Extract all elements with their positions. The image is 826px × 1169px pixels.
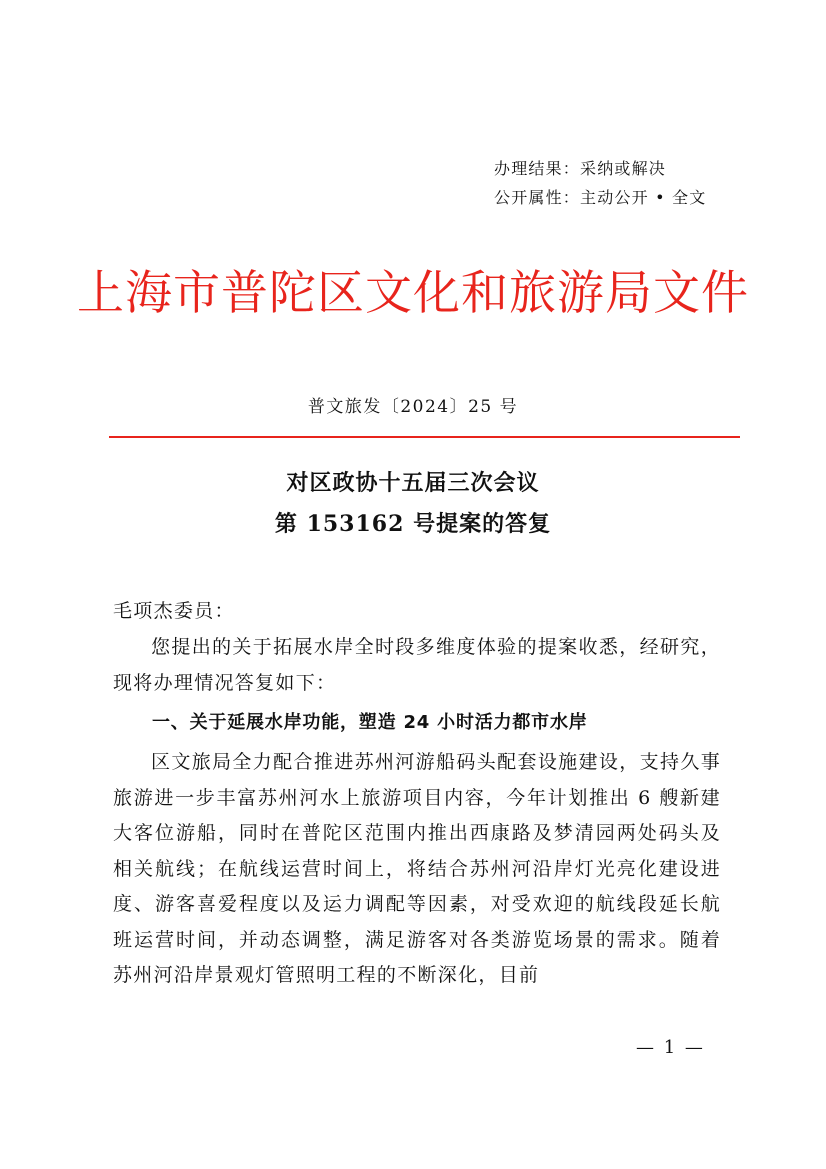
salutation: 毛项杰委员： <box>113 600 235 622</box>
document-title-line1: 对区政协十五届三次会议 <box>286 470 540 496</box>
handling-result: 办理结果：采纳或解决 <box>494 159 667 178</box>
document-title-line2: 第 153162 号提案的答复 <box>274 511 552 537</box>
body-paragraph: 区文旅局全力配合推进苏州河游船码头配套设施建设，支持久事旅游进一步丰富苏州河水上旅游项目内容，今年计划推出 6 艘新建大客位游船，同时在普陀区范围内推出西康路及梦清园两处码头及相关航线；在航线运营时间上，将结合苏州河沿岸灯光亮化建设进度、游客喜爱程度以及运力调配等因素，对受欢迎的航线段延长航班运营时间，并动态调整，满足游客对各类游览场景的需求。随着苏州河沿岸景观灯管照明工程的不断深化，目前 <box>113 751 721 986</box>
issuer-title: 上海市普陀区文化和旅游局文件 <box>77 266 749 321</box>
red-divider <box>109 436 740 438</box>
intro-paragraph: 您提出的关于拓展水岸全时段多维度体验的提案收悉，经研究，现将办理情况答复如下： <box>113 636 721 694</box>
document-number: 普文旅发〔2024〕25 号 <box>307 397 519 417</box>
section-heading: 一、关于延展水岸功能，塑造 24 小时活力都市水岸 <box>152 712 588 733</box>
page-number: — 1 — <box>636 1037 705 1058</box>
disclosure-attribute: 公开属性：主动公开 • 全文 <box>494 188 707 207</box>
